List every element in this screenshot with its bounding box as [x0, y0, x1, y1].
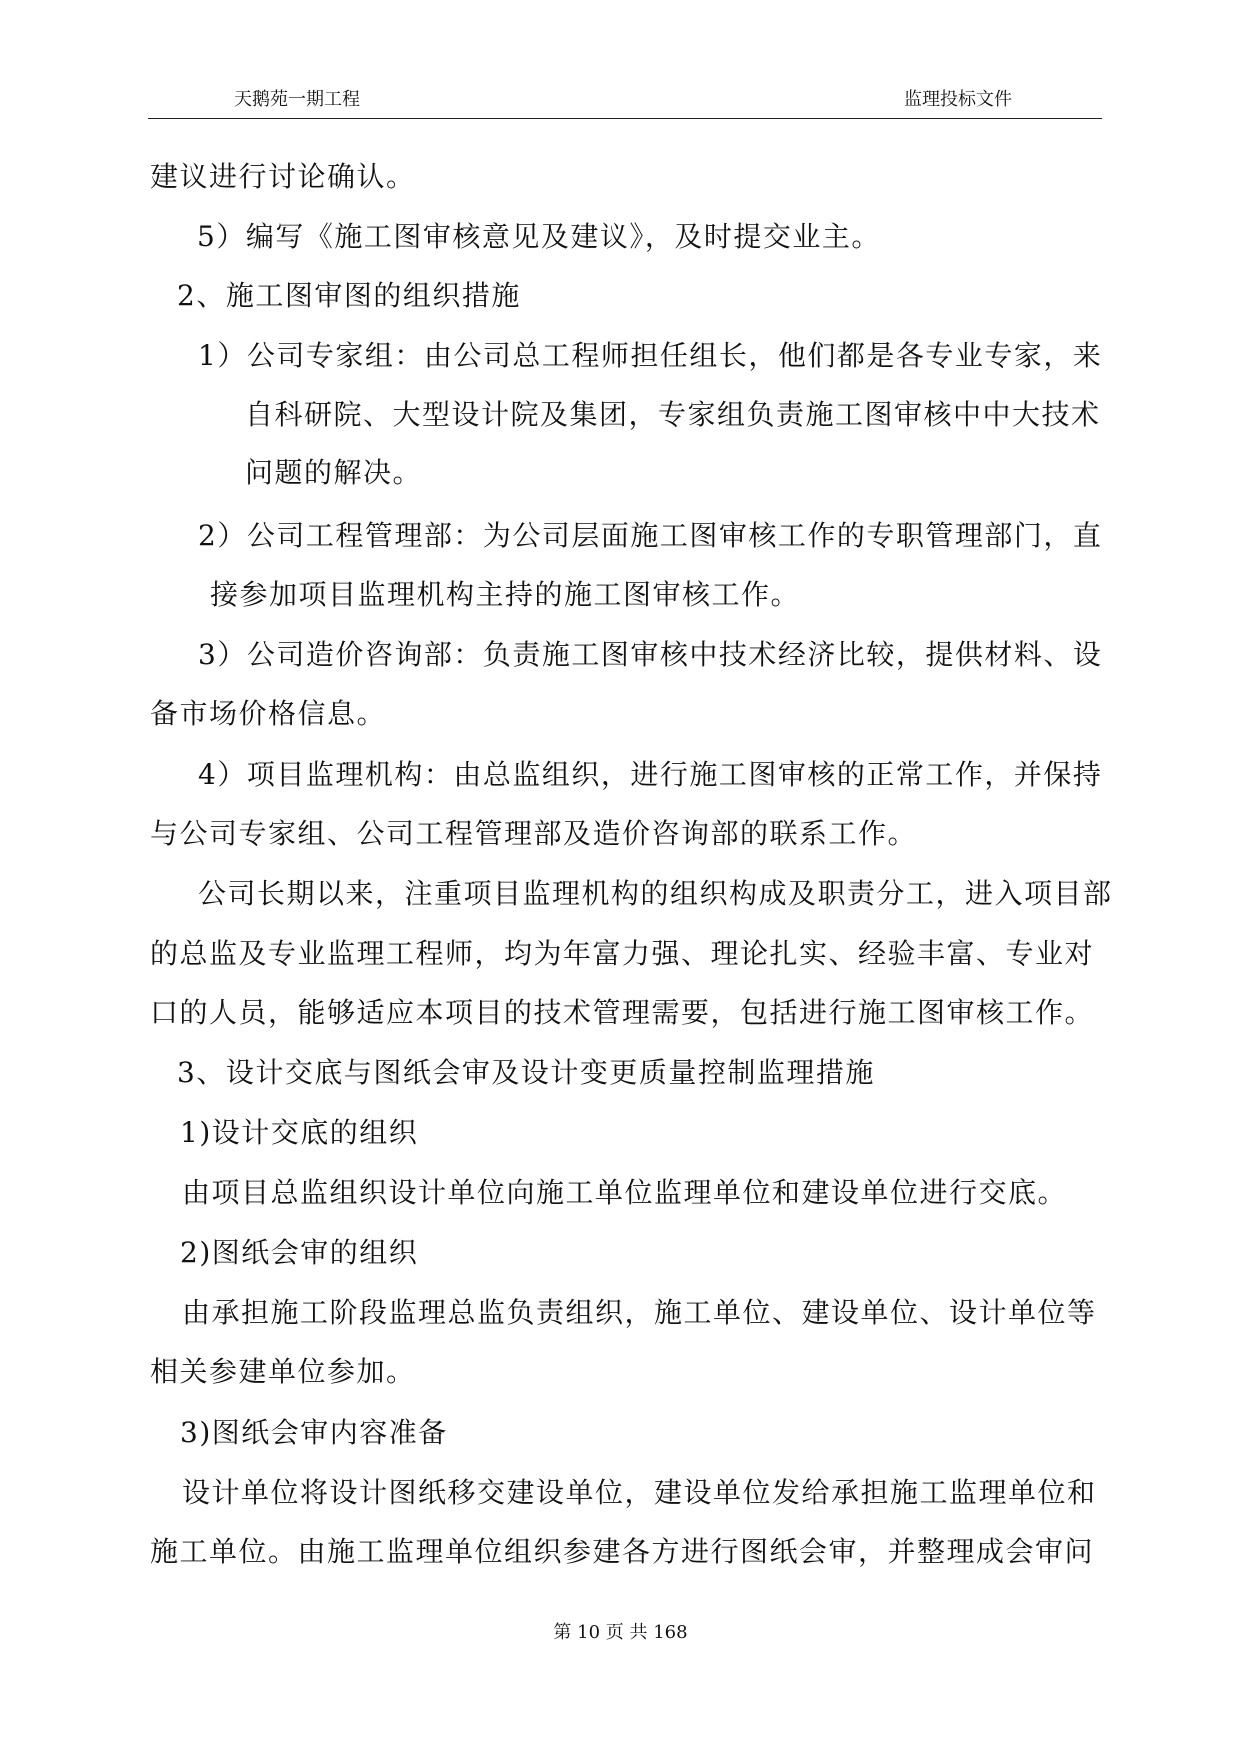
text-line: 相关参建单位参加。: [150, 1355, 416, 1388]
text-line: 4）项目监理机构：由总监组织，进行施工图审核的正常工作，并保持: [198, 758, 1103, 791]
text-line: 与公司专家组、公司工程管理部及造价咨询部的联系工作。: [150, 817, 918, 850]
text-line: 1）公司专家组：由公司总工程师担任组长，他们都是各专业专家，来: [198, 339, 1103, 372]
subsection-heading: 1)设计交底的组织: [180, 1116, 419, 1149]
text-line: 问题的解决。: [245, 456, 423, 489]
section-heading: 3、设计交底与图纸会审及设计变更质量控制监理措施: [177, 1056, 875, 1089]
text-line: 3）公司造价咨询部：负责施工图审核中技术经济比较，提供材料、设: [198, 638, 1103, 671]
text-line: 由承担施工阶段监理总监负责组织，施工单位、建设单位、设计单位等: [182, 1296, 1097, 1329]
page-number: 第 10 页 共 168: [553, 1622, 688, 1643]
header-project-name: 天鹅苑一期工程: [234, 89, 360, 110]
text-line: 2）公司工程管理部：为公司层面施工图审核工作的专职管理部门，直: [198, 519, 1103, 552]
section-heading: 2、施工图审图的组织措施: [177, 279, 521, 312]
text-line: 建议进行讨论确认。: [150, 160, 416, 193]
text-line: 由项目总监组织设计单位向施工单位监理单位和建设单位进行交底。: [182, 1176, 1068, 1209]
text-line: 的总监及专业监理工程师，均为年富力强、理论扎实、经验丰富、专业对: [150, 937, 1095, 970]
subsection-heading: 3)图纸会审内容准备: [180, 1416, 448, 1449]
subsection-heading: 2)图纸会审的组织: [180, 1236, 419, 1269]
text-line: 口的人员，能够适应本项目的技术管理需要，包括进行施工图审核工作。: [150, 996, 1095, 1029]
text-line: 公司长期以来，注重项目监理机构的组织构成及职责分工，进入项目部: [198, 877, 1113, 910]
text-line: 自科研院、大型设计院及集团，专家组负责施工图审核中中大技术: [245, 398, 1101, 431]
text-line: 备市场价格信息。: [150, 697, 387, 730]
header-document-type: 监理投标文件: [904, 89, 1012, 110]
page-footer: [0, 1621, 1241, 1645]
text-line: 施工单位。由施工监理单位组织参建各方进行图纸会审，并整理成会审问: [150, 1535, 1095, 1568]
text-line: 5）编写《施工图审核意见及建议》，及时提交业主。: [197, 220, 881, 253]
text-line: 设计单位将设计图纸移交建设单位，建设单位发给承担施工监理单位和: [182, 1476, 1097, 1509]
page-header: [148, 88, 1102, 119]
text-line: 接参加项目监理机构主持的施工图审核工作。: [210, 578, 801, 611]
